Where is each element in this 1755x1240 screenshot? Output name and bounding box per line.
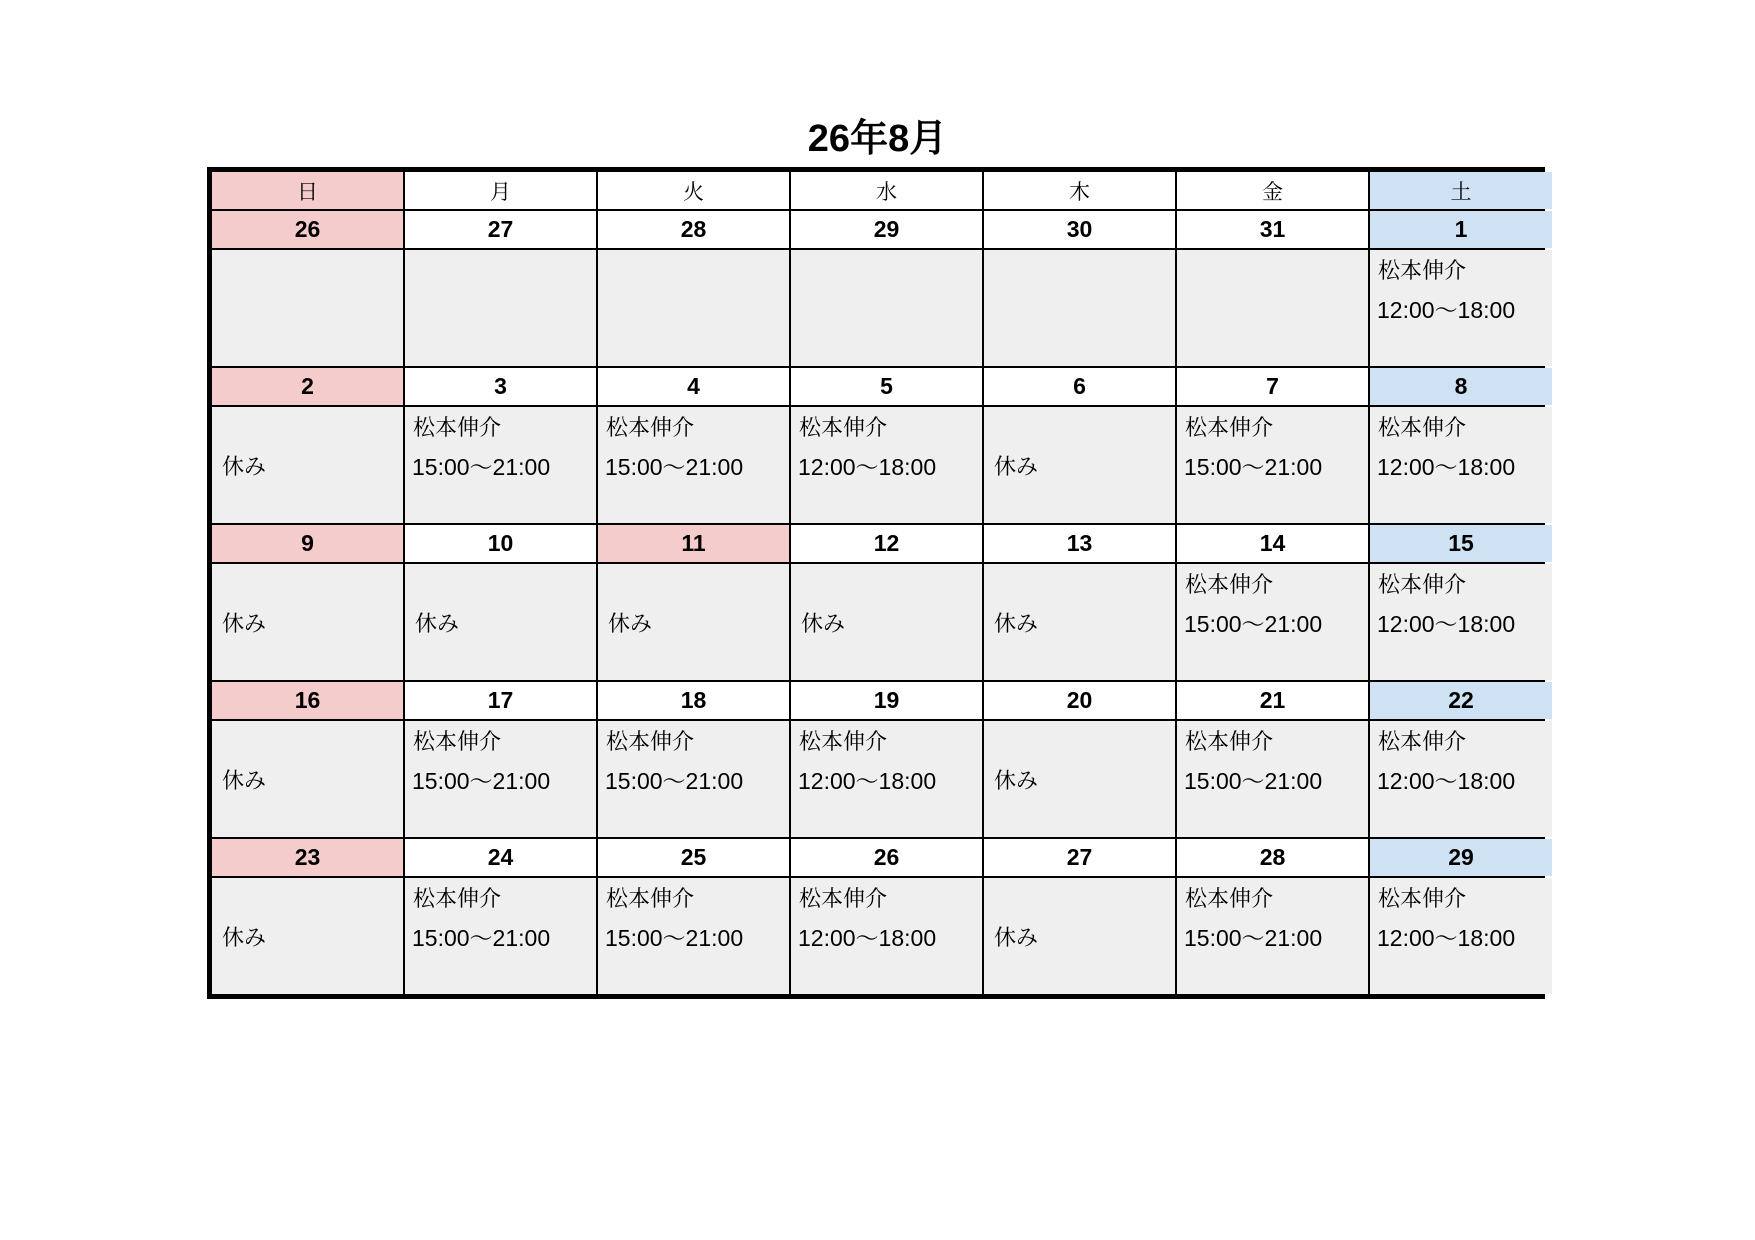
schedule-cell <box>1177 878 1368 994</box>
date-cell: 3 <box>405 368 596 405</box>
schedule-cell <box>984 250 1175 366</box>
weekday-header-row <box>212 172 1540 209</box>
shift-time: 12:00～18:00 <box>798 454 937 480</box>
date-cell: 22 <box>1370 682 1552 719</box>
shift-time: 12:00～18:00 <box>798 925 937 951</box>
schedule-row-week-4 <box>212 721 1540 837</box>
weekday-thu: 木 <box>984 172 1175 209</box>
schedule-cell <box>791 721 982 837</box>
schedule-cell <box>984 721 1175 837</box>
weekday-wed: 水 <box>791 172 982 209</box>
date-cell: 26 <box>791 839 982 876</box>
shift-time: 15:00～21:00 <box>605 925 744 951</box>
date-cell: 16 <box>212 682 403 719</box>
shift-time: 15:00～21:00 <box>1184 925 1323 951</box>
schedule-cell <box>598 407 789 523</box>
staff-name: 松本伸介 <box>799 887 888 912</box>
schedule-cell <box>212 878 403 994</box>
date-cell: 27 <box>984 839 1175 876</box>
schedule-cell <box>984 407 1175 523</box>
date-cell: 27 <box>405 211 596 248</box>
schedule-cell <box>1370 250 1552 366</box>
date-cell: 1 <box>1370 211 1552 248</box>
calendar-grid <box>207 167 1545 999</box>
staff-name: 松本伸介 <box>1185 887 1274 912</box>
staff-name: 松本伸介 <box>606 887 695 912</box>
date-cell: 20 <box>984 682 1175 719</box>
date-cell: 17 <box>405 682 596 719</box>
schedule-cell <box>1177 407 1368 523</box>
schedule-cell <box>212 721 403 837</box>
weekday-mon: 月 <box>405 172 596 209</box>
schedule-cell <box>598 250 789 366</box>
date-cell: 9 <box>212 525 403 562</box>
schedule-cell <box>405 721 596 837</box>
date-cell: 29 <box>791 211 982 248</box>
schedule-cell <box>1370 878 1552 994</box>
date-cell: 6 <box>984 368 1175 405</box>
day-off-label: 休み <box>222 926 267 951</box>
schedule-cell <box>1177 564 1368 680</box>
weekday-fri: 金 <box>1177 172 1368 209</box>
shift-time: 15:00～21:00 <box>412 925 551 951</box>
schedule-cell <box>791 407 982 523</box>
date-row-week-1 <box>212 211 1540 248</box>
day-off-label: 休み <box>994 612 1039 637</box>
schedule-cell <box>1370 407 1552 523</box>
date-cell: 10 <box>405 525 596 562</box>
day-off-label: 休み <box>608 612 653 637</box>
staff-name: 松本伸介 <box>1378 887 1467 912</box>
date-cell: 21 <box>1177 682 1368 719</box>
schedule-cell <box>1177 250 1368 366</box>
date-cell: 28 <box>598 211 789 248</box>
schedule-row-week-3 <box>212 564 1540 680</box>
shift-time: 12:00～18:00 <box>1377 454 1516 480</box>
weekday-sat: 土 <box>1370 172 1552 209</box>
staff-name: 松本伸介 <box>799 730 888 755</box>
schedule-cell <box>598 878 789 994</box>
weekday-sun: 日 <box>212 172 403 209</box>
schedule-row-week-1 <box>212 250 1540 366</box>
schedule-cell <box>1370 721 1552 837</box>
staff-name: 松本伸介 <box>799 416 888 441</box>
date-cell: 4 <box>598 368 789 405</box>
schedule-cell <box>405 250 596 366</box>
schedule-cell <box>405 407 596 523</box>
date-cell: 14 <box>1177 525 1368 562</box>
date-cell: 8 <box>1370 368 1552 405</box>
date-cell: 26 <box>212 211 403 248</box>
schedule-cell <box>1177 721 1368 837</box>
date-cell: 25 <box>598 839 789 876</box>
staff-name: 松本伸介 <box>1185 730 1274 755</box>
date-cell: 31 <box>1177 211 1368 248</box>
shift-time: 12:00～18:00 <box>798 768 937 794</box>
staff-name: 松本伸介 <box>606 730 695 755</box>
date-cell: 15 <box>1370 525 1552 562</box>
staff-name: 松本伸介 <box>413 416 502 441</box>
date-cell: 28 <box>1177 839 1368 876</box>
staff-name: 松本伸介 <box>1378 573 1467 598</box>
staff-name: 松本伸介 <box>1185 416 1274 441</box>
date-row-week-4 <box>212 682 1540 719</box>
staff-name: 松本伸介 <box>1185 573 1274 598</box>
schedule-cell <box>791 878 982 994</box>
date-cell: 18 <box>598 682 789 719</box>
staff-name: 松本伸介 <box>413 730 502 755</box>
schedule-cell <box>598 564 789 680</box>
schedule-row-week-2 <box>212 407 1540 523</box>
shift-time: 12:00～18:00 <box>1377 611 1516 637</box>
day-off-label: 休み <box>801 612 846 637</box>
date-row-week-5 <box>212 839 1540 876</box>
schedule-cell <box>405 878 596 994</box>
schedule-cell <box>791 564 982 680</box>
date-cell: 23 <box>212 839 403 876</box>
shift-time: 15:00～21:00 <box>412 454 551 480</box>
day-off-label: 休み <box>222 455 267 480</box>
day-off-label: 休み <box>222 769 267 794</box>
shift-time: 15:00～21:00 <box>412 768 551 794</box>
shift-time: 12:00～18:00 <box>1377 925 1516 951</box>
date-cell: 30 <box>984 211 1175 248</box>
schedule-cell <box>1370 564 1552 680</box>
schedule-row-week-5 <box>212 878 1540 994</box>
schedule-cell <box>598 721 789 837</box>
staff-name: 松本伸介 <box>606 416 695 441</box>
day-off-label: 休み <box>222 612 267 637</box>
schedule-cell <box>791 250 982 366</box>
date-cell: 2 <box>212 368 403 405</box>
weekday-tue: 火 <box>598 172 789 209</box>
shift-time: 12:00～18:00 <box>1377 297 1516 323</box>
date-cell: 5 <box>791 368 982 405</box>
schedule-cell <box>984 564 1175 680</box>
schedule-cell <box>984 878 1175 994</box>
date-cell: 7 <box>1177 368 1368 405</box>
day-off-label: 休み <box>994 455 1039 480</box>
date-cell: 19 <box>791 682 982 719</box>
staff-name: 松本伸介 <box>1378 730 1467 755</box>
shift-time: 15:00～21:00 <box>605 768 744 794</box>
date-cell: 24 <box>405 839 596 876</box>
date-cell: 12 <box>791 525 982 562</box>
shift-time: 12:00～18:00 <box>1377 768 1516 794</box>
schedule-cell <box>212 407 403 523</box>
schedule-cell <box>405 564 596 680</box>
staff-name: 松本伸介 <box>1378 416 1467 441</box>
shift-time: 15:00～21:00 <box>605 454 744 480</box>
schedule-cell <box>212 564 403 680</box>
shift-time: 15:00～21:00 <box>1184 768 1323 794</box>
date-cell: 29 <box>1370 839 1552 876</box>
date-row-week-3 <box>212 525 1540 562</box>
day-off-label: 休み <box>415 612 460 637</box>
day-off-label: 休み <box>994 926 1039 951</box>
page-title: 26年8月 <box>807 118 948 160</box>
date-row-week-2 <box>212 368 1540 405</box>
staff-name: 松本伸介 <box>1378 259 1467 284</box>
date-cell: 13 <box>984 525 1175 562</box>
day-off-label: 休み <box>994 769 1039 794</box>
date-cell-holiday: 11 <box>598 525 789 562</box>
staff-name: 松本伸介 <box>413 887 502 912</box>
shift-time: 15:00～21:00 <box>1184 454 1323 480</box>
schedule-cell <box>212 250 403 366</box>
shift-time: 15:00～21:00 <box>1184 611 1323 637</box>
